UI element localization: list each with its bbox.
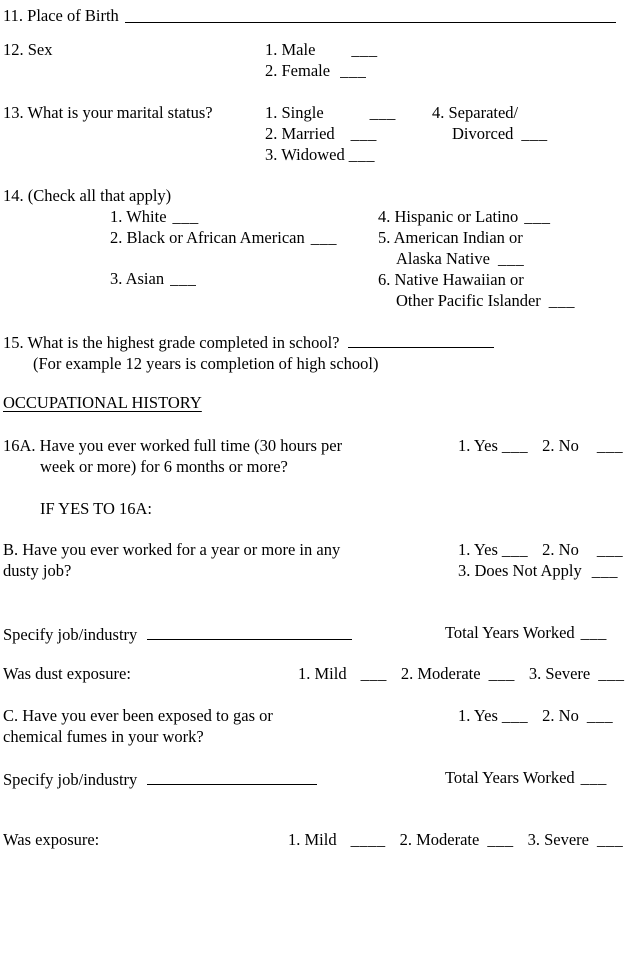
q13-option-married	[265, 123, 396, 144]
q16c-answers	[458, 705, 613, 726]
q15-block	[3, 330, 494, 374]
q13-single-label: 1. Single	[265, 103, 324, 122]
place-of-birth-input[interactable]	[125, 5, 616, 23]
q14-option-black	[110, 227, 337, 248]
specify1-row	[3, 622, 352, 645]
dust-severe-blank[interactable]: ___	[598, 664, 625, 683]
q16b-answers	[458, 539, 623, 581]
q13-option-widowed	[265, 144, 396, 165]
was-exposure-label: Was exposure:	[3, 830, 100, 849]
q14-option-american-indian	[378, 248, 575, 269]
native-hawaiian-blank[interactable]: ___	[548, 291, 576, 310]
q16c-no-label: 2. No	[542, 706, 579, 725]
exposure-mild-blank[interactable]: ____	[350, 830, 386, 849]
dust-exposure-label: Was dust exposure:	[3, 664, 131, 683]
q13-married-label: 2. Married	[265, 124, 335, 143]
q16a-question	[3, 435, 342, 477]
exposure-severe-blank[interactable]: ___	[596, 830, 624, 849]
q12-option-female	[265, 60, 378, 81]
q16b-dna-row	[458, 560, 623, 581]
q14-asian-label: 3. Asian	[110, 269, 165, 288]
separated-divorced-blank[interactable]: ___	[521, 124, 548, 143]
q16c-no-blank[interactable]: ___	[586, 706, 614, 725]
specify1-label: Specify job/industry	[3, 625, 138, 644]
q13-col1	[265, 102, 396, 165]
q16a-line2: week or more) for 6 months or more?	[40, 457, 288, 476]
exposure-mild-label: 1. Mild	[288, 830, 337, 849]
q16c-line1: C. Have you ever been exposed to gas or	[3, 706, 273, 725]
male-blank[interactable]: ___	[351, 40, 378, 59]
q14-hispanic-label: 4. Hispanic or Latino	[378, 207, 519, 226]
black-blank[interactable]: ___	[310, 228, 337, 247]
dust-moderate-blank[interactable]: ___	[488, 664, 515, 683]
q14-white-label: 1. White	[110, 207, 167, 226]
hispanic-blank[interactable]: ___	[524, 207, 551, 226]
q15-question: 15. What is the highest grade completed in school?	[3, 333, 340, 352]
q16a-yes-label: 1. Yes	[458, 436, 498, 455]
q14-pacific-islander-label: Other Pacific Islander	[396, 291, 541, 310]
q16b-dna-label: 3. Does Not Apply	[458, 561, 582, 580]
q16b-no-label: 2. No	[542, 540, 579, 559]
q16a-no-label: 2. No	[542, 436, 579, 455]
q15-line2: (For example 12 years is completion of high school)	[33, 354, 379, 373]
q16c-yes-blank[interactable]: ___	[501, 706, 529, 725]
q16c-question	[3, 705, 273, 747]
q13-label: 13. What is your marital status?	[3, 103, 213, 122]
q16b-dna-blank[interactable]: ___	[591, 561, 618, 580]
was-exposure-options	[288, 829, 623, 850]
q16a-no-blank[interactable]: ___	[596, 436, 624, 455]
q11-row	[3, 5, 618, 26]
q16c-line2: chemical fumes in your work?	[3, 727, 204, 746]
q12-option-male	[265, 39, 378, 60]
q16b-question	[3, 539, 340, 581]
white-blank[interactable]: ___	[172, 207, 199, 226]
exposure-moderate-blank[interactable]: ___	[487, 830, 514, 849]
q12-options	[265, 39, 378, 81]
q14-american-indian-line1: 5. American Indian or	[378, 228, 523, 247]
q16b-yes-no-row	[458, 539, 623, 560]
q16b-line2: dusty job?	[3, 561, 72, 580]
highest-grade-input[interactable]	[348, 330, 494, 348]
q13-widowed-label: 3. Widowed	[265, 145, 345, 164]
female-blank[interactable]: ___	[340, 61, 367, 80]
q14-option-native-hawaiian	[378, 290, 575, 311]
total-years-2	[445, 767, 607, 788]
q14-native-hawaiian-line1: 6. Native Hawaiian or	[378, 270, 524, 289]
q14-alaska-native-label: Alaska Native	[396, 249, 490, 268]
q12-label: 12. Sex	[3, 40, 53, 59]
q13-divorced-label: Divorced	[452, 124, 514, 143]
dust-mild-label: 1. Mild	[298, 664, 347, 683]
widowed-blank[interactable]: ___	[348, 145, 375, 164]
exposure-severe-label: 3. Severe	[527, 830, 589, 849]
married-blank[interactable]: ___	[350, 124, 377, 143]
q13-col2	[432, 102, 548, 144]
q16b-line1: B. Have you ever worked for a year or more in any	[3, 540, 341, 559]
q14-option-white	[110, 206, 337, 227]
specify2-row	[3, 767, 317, 790]
total-years-blank-1[interactable]: ___	[580, 623, 607, 642]
total-years-1	[445, 622, 607, 643]
occupational-history-heading: OCCUPATIONAL HISTORY	[3, 393, 202, 412]
q12-female-label: 2. Female	[265, 61, 331, 80]
specify-job-industry-input-2[interactable]	[147, 767, 317, 785]
q14-option-hispanic	[378, 206, 575, 227]
q14-col1	[110, 206, 337, 289]
dust-severe-label: 3. Severe	[528, 664, 591, 683]
dust-exposure-options	[298, 663, 624, 684]
q14-label: 14. (Check all that apply)	[3, 186, 172, 205]
specify2-label: Specify job/industry	[3, 770, 138, 789]
total-years-blank-2[interactable]: ___	[580, 768, 607, 787]
total-years-label-2: Total Years Worked	[445, 768, 575, 787]
q16a-yes-blank[interactable]: ___	[501, 436, 529, 455]
dust-moderate-label: 2. Moderate	[400, 664, 481, 683]
dust-mild-blank[interactable]: ___	[360, 664, 387, 683]
q15-line1	[3, 330, 494, 353]
q12-male-label: 1. Male	[265, 40, 316, 59]
q16c-yes-label: 1. Yes	[458, 706, 498, 725]
specify-job-industry-input-1[interactable]	[147, 622, 352, 640]
if-yes-note: IF YES TO 16A:	[40, 499, 153, 518]
asian-blank[interactable]: ___	[170, 269, 197, 288]
q13-option-single	[265, 102, 396, 123]
total-years-label-1: Total Years Worked	[445, 623, 575, 642]
exposure-moderate-label: 2. Moderate	[399, 830, 480, 849]
q16b-yes-label: 1. Yes	[458, 540, 498, 559]
q16b-no-blank[interactable]: ___	[596, 540, 624, 559]
q14-col2	[378, 206, 575, 311]
q14-option-asian	[110, 268, 337, 289]
american-indian-blank[interactable]: ___	[497, 249, 525, 268]
q14-black-label: 2. Black or African American	[110, 228, 305, 247]
q16a-line1: 16A. Have you ever worked full time (30 hours per	[3, 436, 343, 455]
single-blank[interactable]: ___	[369, 103, 396, 122]
q16a-answers	[458, 435, 623, 456]
q13-option-divorced	[432, 123, 548, 144]
q13-separated-line1: 4. Separated/	[432, 103, 519, 122]
q11-label: 11. Place of Birth	[3, 6, 119, 25]
q16b-yes-blank[interactable]: ___	[501, 540, 529, 559]
